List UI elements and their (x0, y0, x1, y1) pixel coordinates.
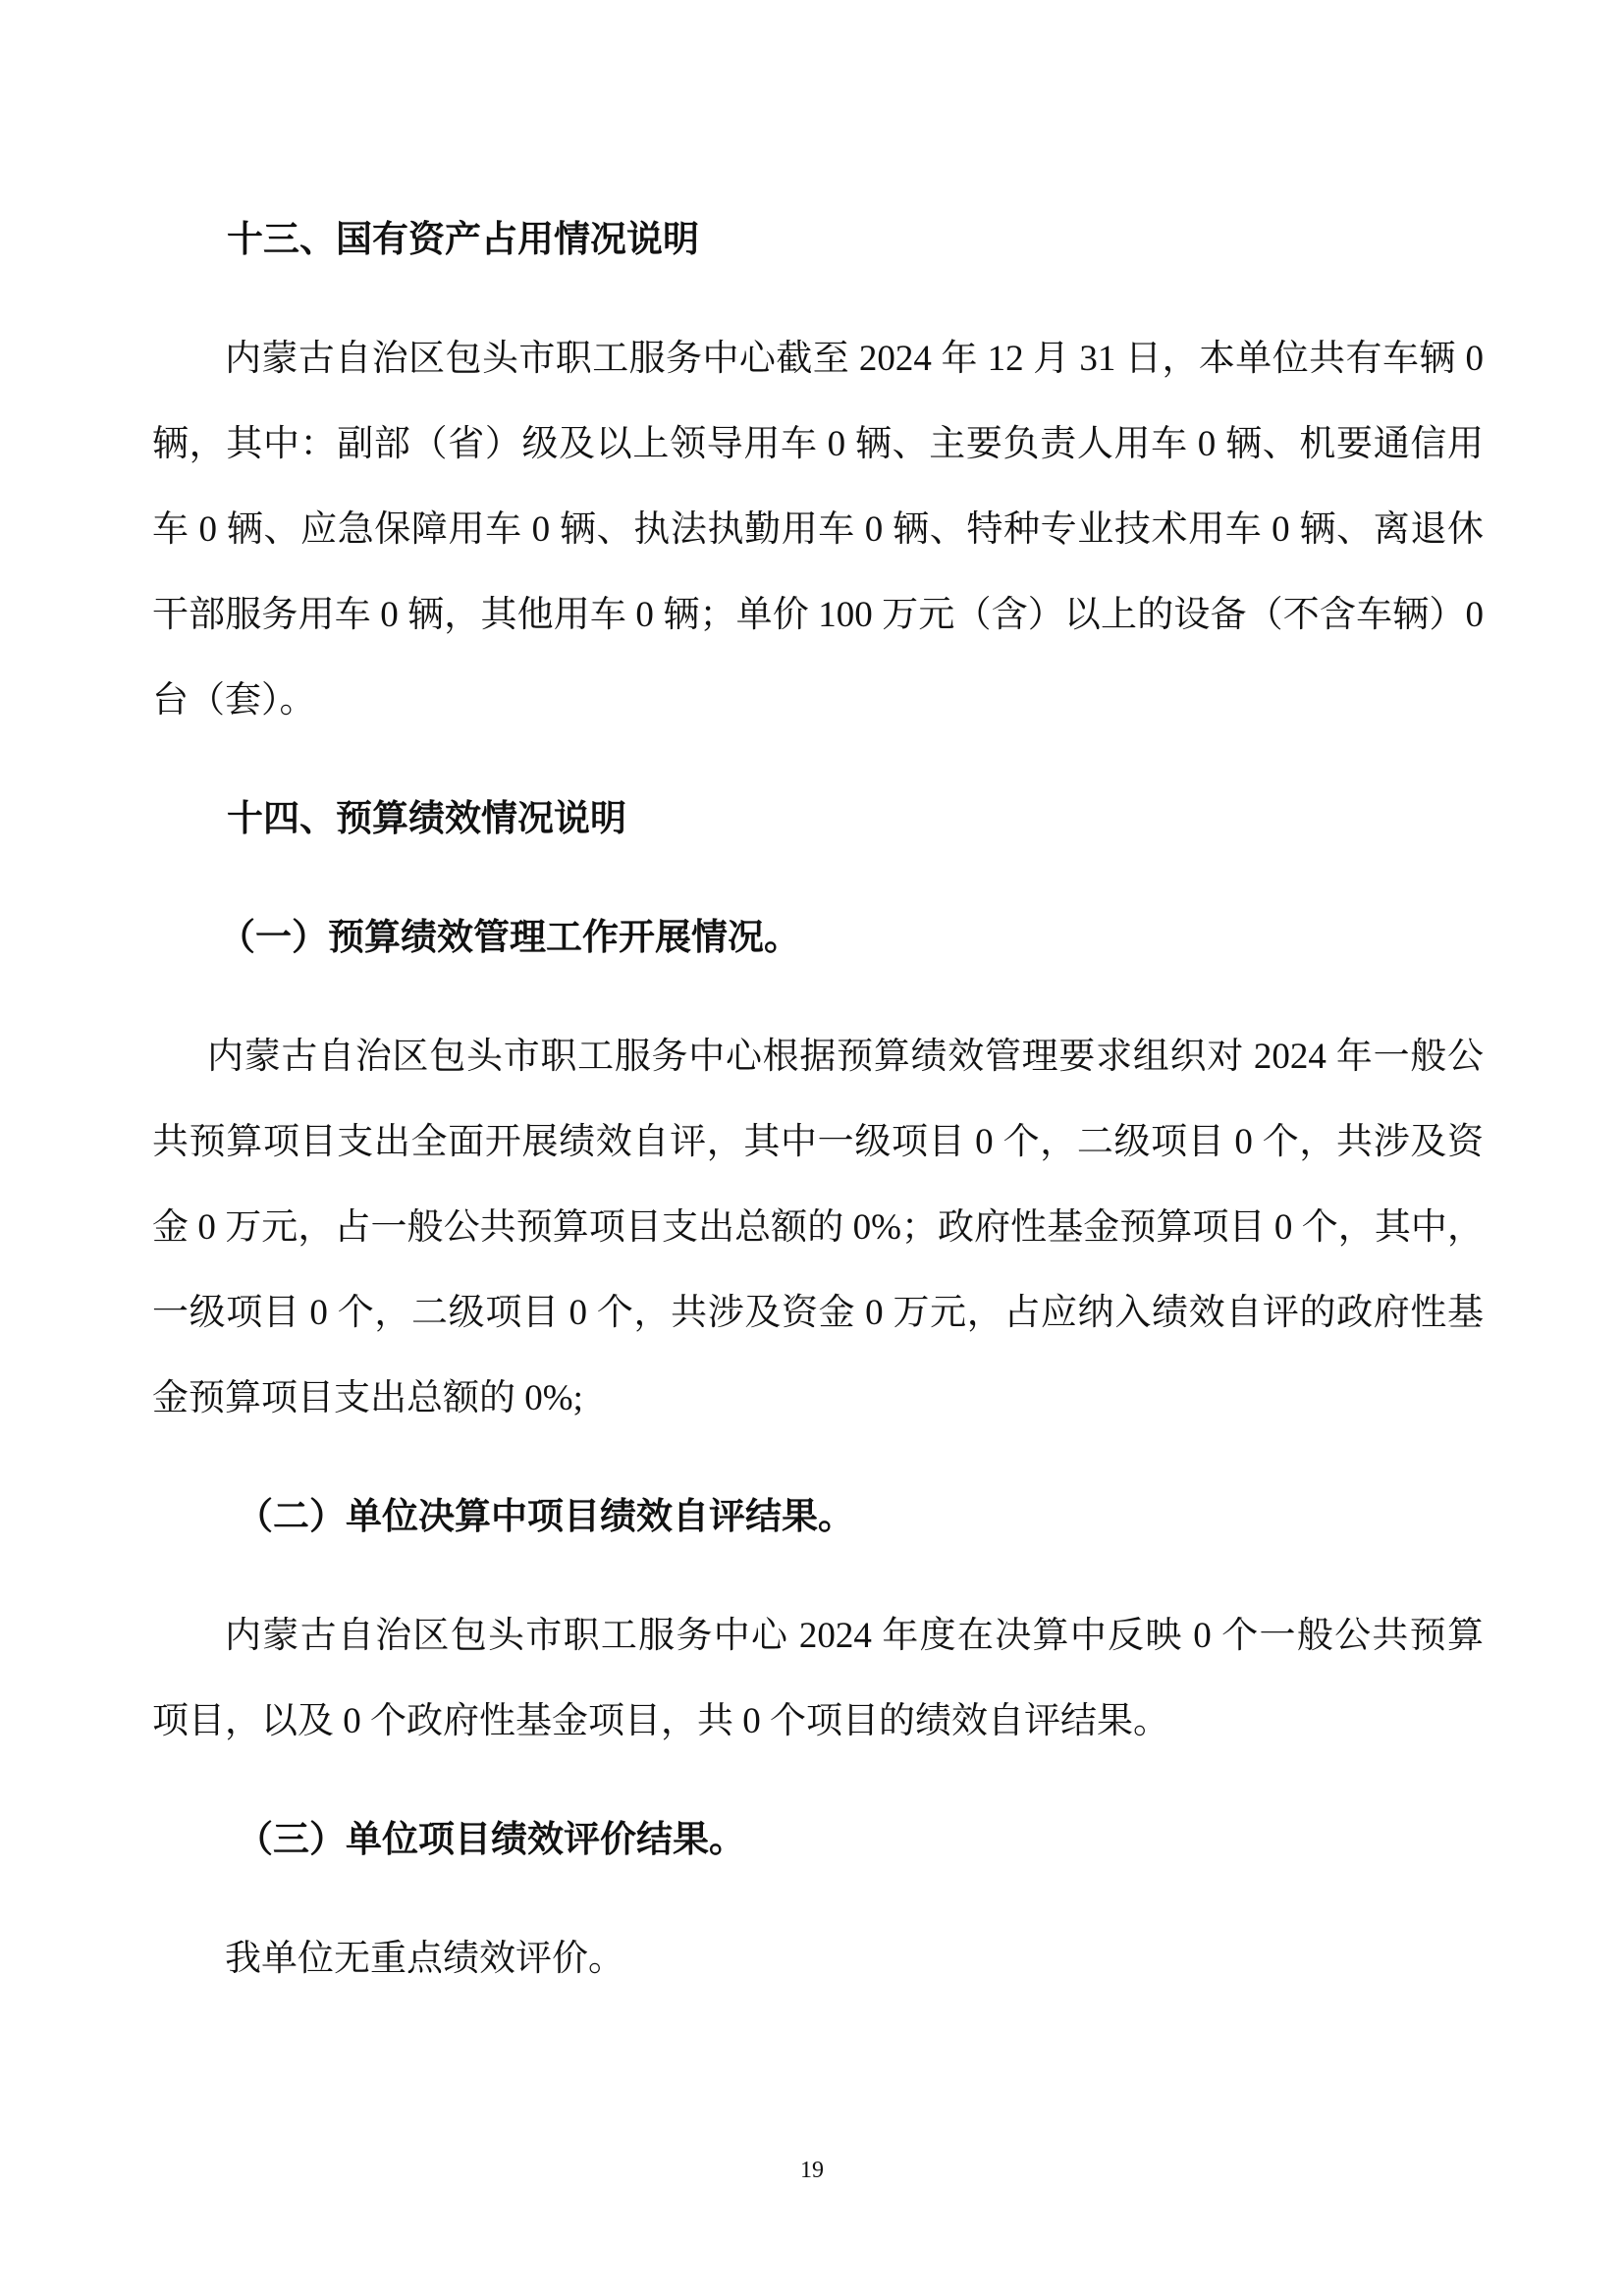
document-body (152, 197, 1484, 2002)
subsection-3-paragraph (152, 1916, 1484, 2002)
subsection-heading: （一）预算绩效管理工作开展情况。 (219, 918, 800, 958)
paragraph-line: 内蒙古自治区包头市职工服务中心根据预算绩效管理要求组织对 2024 年一般公 (207, 1037, 1484, 1077)
subsection-2 (152, 1474, 1484, 1560)
paragraph-line: 车 0 辆、应急保障用车 0 辆、执法执勤用车 0 辆、特种专业技术用车 0 辆、离退休 (152, 509, 1484, 550)
paragraph-line: 内蒙古自治区包头市职工服务中心截至 2024 年 12 月 31 日，本单位共有车辆 0 (225, 339, 1484, 379)
subsection-heading: （二）单位决算中项目绩效自评结果。 (237, 1497, 854, 1537)
section-heading: 十四、预算绩效情况说明 (227, 799, 626, 839)
paragraph-line: 内蒙古自治区包头市职工服务中心 2024 年度在决算中反映 0 个一般公共预算 (225, 1616, 1484, 1656)
subsection-1 (152, 895, 1484, 981)
paragraph-line: 共预算项目支出全面开展绩效自评，其中一级项目 0 个，二级项目 0 个，共涉及资 (152, 1122, 1484, 1162)
paragraph-line: 台（套）。 (152, 680, 316, 721)
paragraph-line: 金预算项目支出总额的 0%; (152, 1378, 583, 1418)
paragraph-line: 干部服务用车 0 辆，其他用车 0 辆；单价 100 万元（含）以上的设备（不含车辆）0 (152, 595, 1484, 635)
paragraph-line: 一级项目 0 个，二级项目 0 个，共涉及资金 0 万元，占应纳入绩效自评的政府性基 (152, 1293, 1484, 1333)
page-number: 19 (800, 2158, 824, 2183)
paragraph-line: 辆，其中：副部（省）级及以上领导用车 0 辆、主要负责人用车 0 辆、机要通信用 (152, 424, 1484, 464)
section-13 (152, 197, 1484, 283)
paragraph-line: 我单位无重点绩效评价。 (225, 1939, 624, 1979)
section-14 (152, 776, 1484, 862)
subsection-1-paragraph (152, 1014, 1484, 1441)
paragraph-line: 金 0 万元，占一般公共预算项目支出总额的 0%；政府性基金预算项目 0 个，其中， (152, 1207, 1484, 1248)
subsection-heading: （三）单位项目绩效评价结果。 (237, 1820, 745, 1860)
paragraph-line: 项目，以及 0 个政府性基金项目，共 0 个项目的绩效自评结果。 (152, 1701, 1169, 1741)
subsection-2-paragraph (152, 1593, 1484, 1764)
section-heading: 十三、国有资产占用情况说明 (227, 220, 699, 260)
subsection-3 (152, 1797, 1484, 1883)
section-13-paragraph (152, 316, 1484, 743)
